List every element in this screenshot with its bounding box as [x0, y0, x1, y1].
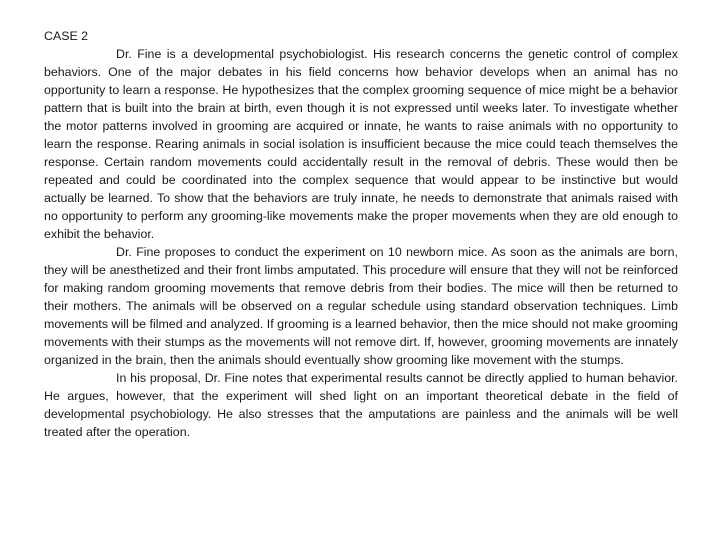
- case-heading: CASE 2: [44, 29, 89, 43]
- paragraph-1: Dr. Fine is a developmental psychobiologist. His research concerns the genetic control of complex behaviors. One of the major debates in his field concerns how behavior develops when an animal has no opportunity to learn a response. He hypothesizes that the complex grooming sequence of mice might be a behavior pattern that is built into the brain at birth, even though it is not expressed until weeks later. To investigate whether the motor patterns involved in grooming are acquired or innate, he wants to raise animals with no opportunity to learn the response. Rearing animals in social isolation is insufficient because the mice could teach themselves the response. Certain random movements could accidentally result in the removal of debris. These would then be repeated and could be coordinated into the complex sequence that would appear to be instinctive but would actually be learned. To show that the behaviors are truly innate, he needs to demonstrate that animals raised with no opportunity to perform any grooming-like movements make the proper movements when they are old enough to exhibit the behavior.: [44, 47, 678, 241]
- paragraph-3: In his proposal, Dr. Fine notes that experimental results cannot be directly applied to human behavior. He argues, however, that the experiment will shed light on an important theoretical debate in the field of developmental psychobiology. He also stresses that the amputations are painless and the animals will be well treated after the operation.: [44, 371, 678, 439]
- document-page: [44, 27, 678, 441]
- paragraph-2: Dr. Fine proposes to conduct the experiment on 10 newborn mice. As soon as the animals are born, they will be anesthetized and their front limbs amputated. This procedure will ensure that they will not be reinforced for making random grooming movements that remove debris from their bodies. The mice will then be returned to their mothers. The animals will be observed on a regular schedule using standard observation techniques. Limb movements will be filmed and analyzed. If grooming is a learned behavior, then the mice should not make grooming movements with their stumps as the movements will not remove dirt. If, however, grooming movements are innately organized in the brain, then the animals should eventually show grooming like movement with the stumps.: [44, 245, 678, 367]
